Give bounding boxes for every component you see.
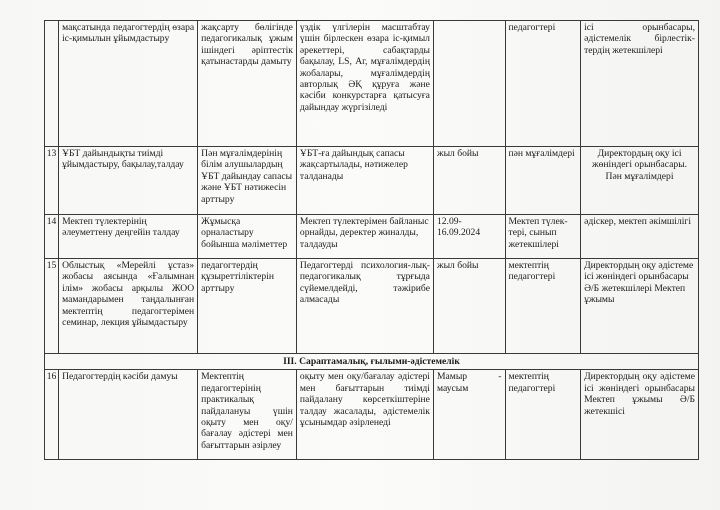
responsible-cell: Директордың оқу әдістеме ісі жөніндегі орынбасары Ә/Б жетекшілері Мектеп ұжымы [581,259,699,354]
table-row [45,21,699,147]
deadline-cell [433,21,505,147]
responsible-cell: ісі орынбасары, әдістемелік бірлестік-тердің жетекшілері [581,21,699,147]
task-cell: мақсатында педагогтердің өзара іс-қимылын ұйымдастыру [59,21,198,147]
deadline-cell: 12.09-16.09.2024 [433,215,505,259]
goal-cell: Мектептің педагогтерінің практикалық пайдалануы үшін оқыту мен оқу/бағалау әдістері мен бағыттарын әзірлеу [198,370,297,460]
task-cell: Облыстық «Мерейлі ұстаз» жобасы аясында «Ғалымнан ілім» жобасы арқылы ЖОО мамандарымен таңдалынған мектептің педагогтерімен семинар, лекция ұйымдастыру [59,259,198,354]
row-number: 15 [45,259,59,354]
result-cell: Мектеп түлектерімен байланыс орнайды, деректер жиналды, талдауды [296,215,433,259]
table-row [45,370,699,460]
section-header-row [45,354,699,370]
result-cell: Педагогтерді психология-лық-педагогикалық тұрғыда сүйемелдейді, тәжірибе алмасады [296,259,433,354]
participants-cell: мектептің педагогтері [505,370,581,460]
table-row [45,147,699,215]
result-cell: үздік үлгілерін масштабтау үшін бірлескен өзара іс-қимыл әрекеттері, сабақтарды бақылау, LS, Аг, мұғалімдердің жобалары, мұғалімдердің авторлық ӘҚ құруға және кәсіби конкурстарға қатысуға дайындау жүргізіледі [296,21,433,147]
goal-cell: жақсарту бөлігінде педагогикалық ұжым ішіндегі әріптестік қатынастарды дамыту [198,21,297,147]
result-cell: ҰБТ-ға дайындық сапасы жақсартылады, нәтижелер талданады [296,147,433,215]
responsible-cell: әдіскер, мектеп әкімшілігі [581,215,699,259]
result-cell: оқыту мен оқу/бағалау әдістері мен бағыттарын тиімді пайдалану көрсеткіштеріне талдау жасалады, әдістемелік ұсынымдар әзірленеді [296,370,433,460]
plan-table [44,20,699,460]
participants-cell: мектептің педагогтері [505,259,581,354]
task-cell: ҰБТ дайындықты тиімді ұйымдастыру, бақылау,талдау [59,147,198,215]
row-number: 16 [45,370,59,460]
row-number: 14 [45,215,59,259]
section-title: III. Сараптамалық, ғылыми-әдістемелік [45,354,699,370]
participants-cell: Мектеп түлек-тері, сынып жетекшілері [505,215,581,259]
task-cell: Педагогтердің кәсіби дамуы [59,370,198,460]
table-row [45,215,699,259]
goal-cell: Жұмысқа орналастыру бойынша мәліметтер [198,215,297,259]
table-row [45,259,699,354]
row-number: 13 [45,147,59,215]
deadline-cell: Мамыр - маусым [433,370,505,460]
deadline-cell: жыл бойы [433,259,505,354]
goal-cell: Пән мұғалімдерінің білім алушылардың ҰБТ дайындау сапасы және ҰБТ нәтижесін арттыру [198,147,297,215]
responsible-cell: Директордың оқу әдістеме ісі жөніндегі орынбасары Мектеп ұжымы Ә/Б жетекшісі [581,370,699,460]
deadline-cell: жыл бойы [433,147,505,215]
participants-cell: пән мұғалімдері [505,147,581,215]
task-cell: Мектеп түлектерінің әлеуметтену деңгейін талдау [59,215,198,259]
responsible-cell: Директордың оқу ісі жөніндегі орынбасары. Пән мұғалімдері [581,147,699,215]
participants-cell: педагогтері [505,21,581,147]
row-number [45,21,59,147]
goal-cell: педагогтердің құзыреттіліктерін арттыру [198,259,297,354]
